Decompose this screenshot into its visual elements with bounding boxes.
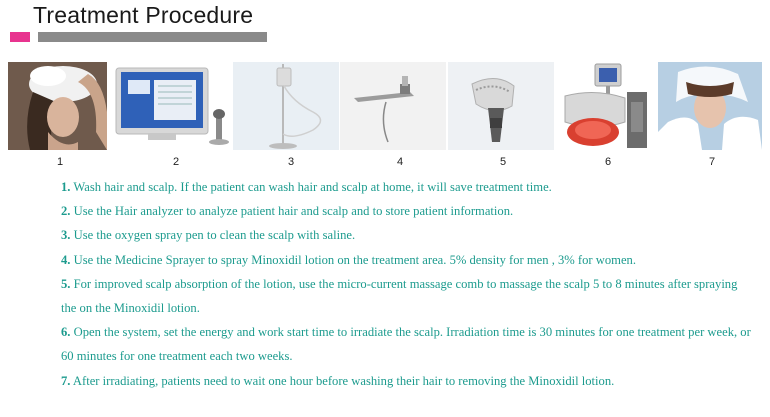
step-number: 5. [61, 276, 71, 291]
step-text: Wash hair and scalp. If the patient can wash hair and scalp at home, it will save treatment time. [70, 180, 552, 194]
massage-comb-image [448, 62, 554, 150]
step-3 [61, 223, 751, 247]
step-text: Open the system, set the energy and work start time to irradiate the scalp. Irradiation time is 30 minutes for one treatment per week, or 60 minutes for one treatment each two weeks. [61, 325, 751, 364]
step-number: 4. [61, 252, 71, 267]
accent-pink-bar [10, 32, 30, 42]
procedure-steps [61, 175, 751, 393]
step-7 [61, 369, 751, 393]
step-text: Use the Hair analyzer to analyze patient hair and scalp and to store patient information. [70, 204, 514, 219]
image-number-3: 3 [287, 156, 295, 168]
step-number: 3. [61, 228, 71, 243]
image-number-5: 5 [499, 156, 507, 168]
page-title: Treatment Procedure [33, 2, 254, 28]
step-4 [61, 248, 751, 272]
step-text: Use the Medicine Sprayer to spray Minoxidil lotion on the treatment area. 5% density for men , 3% for women. [70, 252, 636, 267]
hair-wash-image [8, 62, 107, 150]
step-2 [61, 199, 751, 223]
step-text: After irradiating, patients need to wait one hour before washing their hair to removing the Minoxidil lotion. [70, 373, 615, 388]
image-number-2: 2 [172, 156, 180, 168]
laser-system-image [555, 62, 657, 150]
step-5 [61, 272, 751, 320]
step-number: 6. [61, 325, 71, 340]
step-6 [61, 320, 751, 368]
accent-gray-bar [38, 32, 267, 42]
step-number: 7. [61, 373, 71, 388]
medicine-sprayer-image [340, 62, 446, 150]
image-number-6: 6 [604, 156, 612, 168]
step-number: 2. [61, 204, 71, 219]
hair-analyzer-image [108, 62, 232, 150]
procedure-image-strip [8, 62, 762, 150]
oxygen-spray-pen-image [233, 62, 339, 150]
image-number-4: 4 [396, 156, 404, 168]
image-number-1: 1 [56, 156, 64, 168]
step-text: For improved scalp absorption of the lotion, use the micro-current massage comb to massage the scalp 5 to 8 minutes after spraying the on the Minoxidil lotion. [61, 276, 738, 316]
towel-dry-image [658, 62, 762, 150]
step-number: 1. [61, 180, 71, 194]
image-number-7: 7 [708, 156, 716, 168]
step-1 [61, 175, 751, 199]
step-text: Use the oxygen spray pen to clean the scalp with saline. [70, 228, 356, 243]
